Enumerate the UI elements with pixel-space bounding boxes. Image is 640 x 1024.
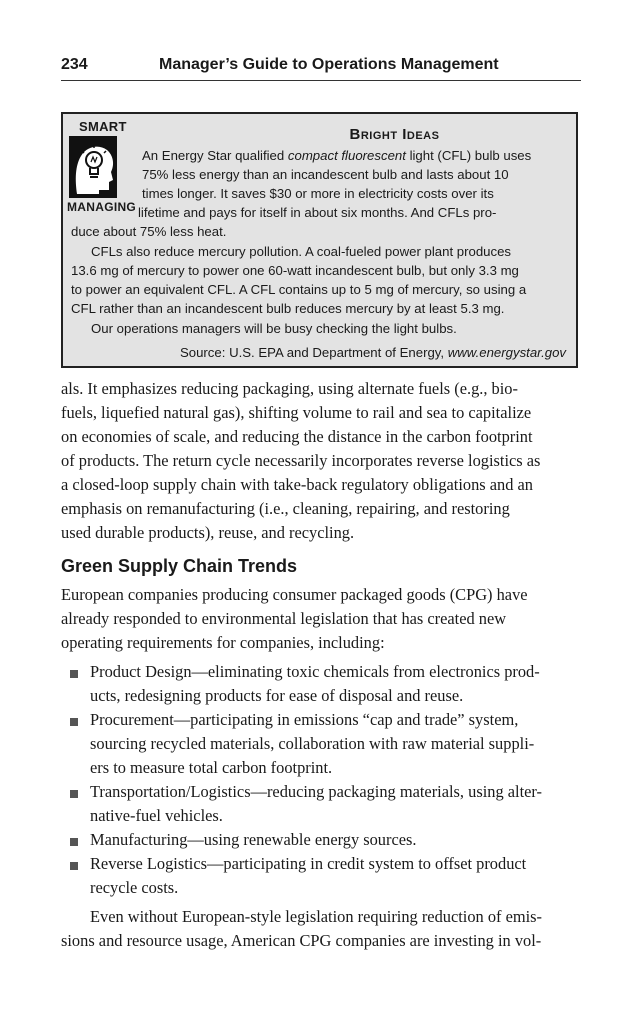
sidebar-text-line: CFLs also reduce mercury pollution. A coal-fueled power plant produces [91,244,512,259]
body-line: of products. The return cycle necessarily incorporates reverse logistics as [61,451,541,470]
source-url: www.energystar.gov [447,345,566,360]
page-header [61,56,581,81]
body-line: fuels, liquefied natural gas), shifting volume to rail and sea to capitalize [61,403,532,422]
lightbulb-head-icon [69,136,117,198]
intro-line: already responded to environmental legislation that has created new [61,609,507,628]
bullet-line: native-fuel vehicles. [90,806,223,825]
bullet-line: Transportation/Logistics—reducing packaging materials, using alter- [90,782,542,801]
closing-line: sions and resource usage, American CPG companies are investing in vol- [61,931,542,950]
body-line: emphasis on remanufacturing (i.e., cleaning, repairing, and restoring [61,499,510,518]
bullet-line: Reverse Logistics—participating in credit system to offset product [90,854,527,873]
bullet-line: ers to measure total carbon footprint. [90,758,333,777]
sidebar-text-line: An Energy Star qualified compact fluorescent light (CFL) bulb uses [142,148,532,163]
smart-label: SMART [79,119,127,134]
bullet-line: ucts, redesigning products for ease of disposal and reuse. [90,686,464,705]
section-heading: Green Supply Chain Trends [61,556,298,576]
bullet-marker [70,790,78,798]
bullet-line: Manufacturing—using renewable energy sources. [90,830,417,849]
sidebar-source: Source: U.S. EPA and Department of Energy, www.energystar.gov [179,345,566,360]
body-line: on economies of scale, and reducing the distance in the carbon footprint [61,427,533,446]
closing-line: Even without European-style legislation requiring reduction of emis- [90,907,542,926]
sidebar-text-line: duce about 75% less heat. [71,224,227,239]
sidebar-text-line: Our operations managers will be busy checking the light bulbs. [91,321,457,336]
bullet-line: Procurement—participating in emissions “cap and trade” system, [90,710,519,729]
running-title: Manager’s Guide to Operations Management [159,56,499,73]
sidebar-text-line: to power an equivalent CFL. A CFL contains up to 5 mg of mercury, so using a [71,282,527,297]
smart-managing-sidebar [61,112,578,368]
sidebar-text-line: CFL rather than an incandescent bulb reduces mercury by at least 5.3 mg. [71,301,505,316]
bullet-line: recycle costs. [90,878,179,897]
intro-line: European companies producing consumer packaged goods (CPG) have [61,585,528,604]
sidebar-text-line: 75% less energy than an incandescent bulb and lasts about 10 [142,167,509,182]
managing-label: MANAGING [67,200,137,214]
body-line: used durable products), reuse, and recycling. [61,523,355,542]
intro-line: operating requirements for companies, including: [61,633,385,652]
bullet-marker [70,670,78,678]
bullet-marker [70,838,78,846]
sidebar-text-line: times longer. It saves $30 or more in electricity costs over its [142,186,494,201]
body-line: a closed-loop supply chain with take-back regulatory obligations and an [61,475,534,494]
page-number: 234 [61,56,88,73]
bullet-line: sourcing recycled materials, collaboration with raw material suppli- [90,734,535,753]
bullet-marker [70,718,78,726]
sidebar-text-line: lifetime and pays for itself in about six months. And CFLs pro- [138,205,497,220]
bullet-marker [70,862,78,870]
sidebar-text-line: 13.6 mg of mercury to power one 60-watt incandescent bulb, but only 3.3 mg [71,263,519,278]
sidebar-title: Bright Ideas [349,126,440,143]
body-line: als. It emphasizes reducing packaging, using alternate fuels (e.g., bio- [61,379,518,398]
bullet-line: Product Design—eliminating toxic chemicals from electronics prod- [90,662,540,681]
